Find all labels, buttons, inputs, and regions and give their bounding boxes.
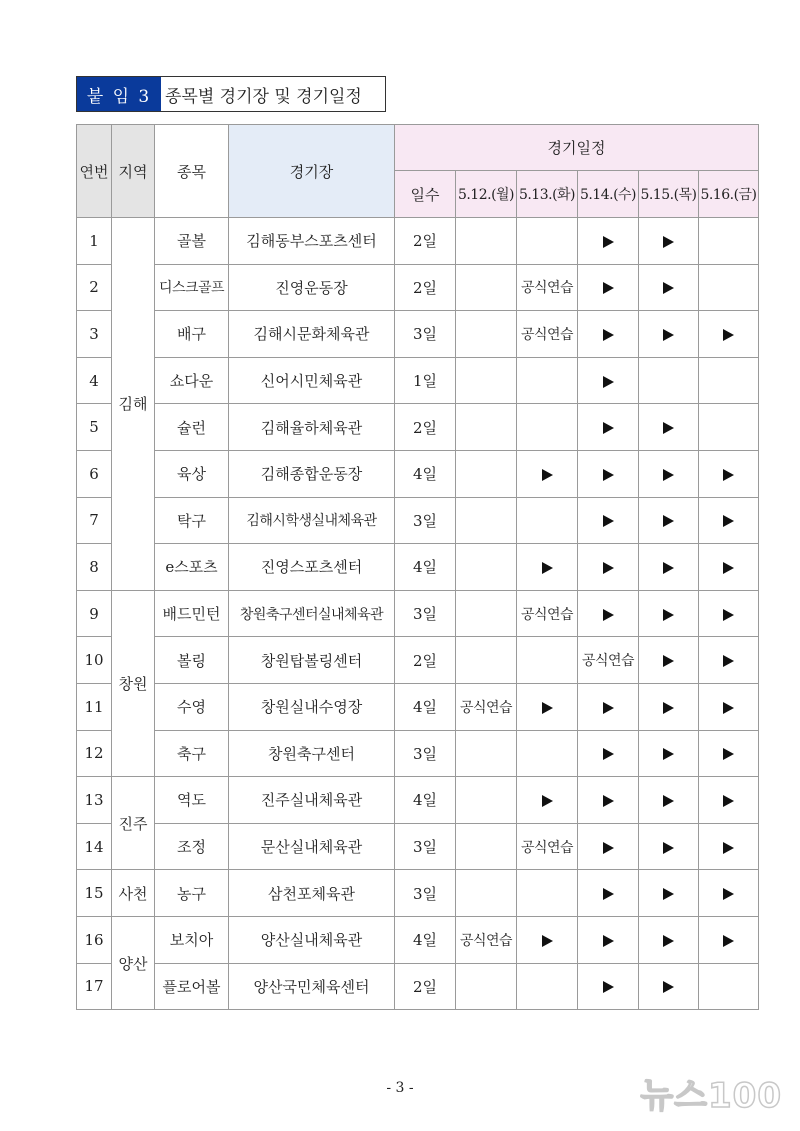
sport-name: 쇼다운	[155, 357, 229, 404]
play-marker-icon	[542, 562, 553, 574]
schedule-cell	[578, 218, 639, 265]
play-marker-icon	[663, 795, 674, 807]
sport-name: 볼링	[155, 637, 229, 684]
sport-name: 배드민턴	[155, 590, 229, 637]
schedule-cell	[639, 497, 699, 544]
sport-name: 농구	[155, 870, 229, 917]
schedule-cell	[456, 637, 517, 684]
schedule-cell	[578, 777, 639, 824]
schedule-cell	[639, 544, 699, 591]
play-marker-icon	[603, 469, 614, 481]
schedule-cell	[456, 870, 517, 917]
header-date: 5.14.(수)	[578, 171, 639, 218]
table-row	[77, 637, 759, 684]
schedule-cell	[699, 590, 759, 637]
schedule-cell	[578, 683, 639, 730]
row-number: 3	[77, 311, 112, 358]
sport-name: e스포츠	[155, 544, 229, 591]
venue-name: 진주실내체육관	[229, 777, 395, 824]
practice-label: 공식연습	[578, 637, 639, 684]
play-marker-icon	[723, 515, 734, 527]
schedule-cell	[517, 218, 578, 265]
table-row	[77, 404, 759, 451]
play-marker-icon	[663, 562, 674, 574]
schedule-cell	[517, 450, 578, 497]
schedule-cell	[699, 357, 759, 404]
schedule-cell	[578, 497, 639, 544]
duration: 4일	[395, 916, 456, 963]
venue-name: 김해동부스포츠센터	[229, 218, 395, 265]
duration: 4일	[395, 683, 456, 730]
schedule-cell	[456, 590, 517, 637]
play-marker-icon	[603, 702, 614, 714]
play-marker-icon	[663, 469, 674, 481]
duration: 4일	[395, 450, 456, 497]
schedule-cell	[578, 404, 639, 451]
venue-name: 양산국민체육센터	[229, 963, 395, 1010]
venue-name: 창원축구센터실내체육관	[229, 590, 395, 637]
schedule-cell	[578, 357, 639, 404]
region-cell: 김해	[112, 218, 155, 591]
header-date: 5.13.(화)	[517, 171, 578, 218]
sport-name: 골볼	[155, 218, 229, 265]
row-number: 4	[77, 357, 112, 404]
sport-name: 배구	[155, 311, 229, 358]
schedule-cell	[639, 450, 699, 497]
schedule-cell	[699, 916, 759, 963]
schedule-cell	[517, 730, 578, 777]
play-marker-icon	[663, 655, 674, 667]
sport-name: 조정	[155, 823, 229, 870]
schedule-cell	[639, 357, 699, 404]
sport-name: 수영	[155, 683, 229, 730]
row-number: 12	[77, 730, 112, 777]
venue-name: 창원축구센터	[229, 730, 395, 777]
schedule-cell	[456, 497, 517, 544]
table-row	[77, 916, 759, 963]
duration: 3일	[395, 311, 456, 358]
duration: 3일	[395, 590, 456, 637]
row-number: 1	[77, 218, 112, 265]
schedule-cell	[639, 777, 699, 824]
play-marker-icon	[603, 515, 614, 527]
play-marker-icon	[723, 329, 734, 341]
schedule-cell	[639, 264, 699, 311]
play-marker-icon	[663, 888, 674, 900]
schedule-cell	[456, 264, 517, 311]
practice-label: 공식연습	[456, 683, 517, 730]
venue-name: 김해시문화체육관	[229, 311, 395, 358]
schedule-cell	[699, 311, 759, 358]
practice-label: 공식연습	[517, 823, 578, 870]
sport-name: 탁구	[155, 497, 229, 544]
table-row	[77, 963, 759, 1010]
schedule-cell	[639, 590, 699, 637]
schedule-cell	[639, 963, 699, 1010]
duration: 4일	[395, 777, 456, 824]
play-marker-icon	[723, 469, 734, 481]
play-marker-icon	[603, 376, 614, 388]
table-row	[77, 590, 759, 637]
row-number: 6	[77, 450, 112, 497]
schedule-cell	[699, 777, 759, 824]
play-marker-icon	[663, 609, 674, 621]
schedule-cell	[699, 730, 759, 777]
schedule-cell	[578, 730, 639, 777]
row-number: 17	[77, 963, 112, 1010]
schedule-cell	[517, 497, 578, 544]
play-marker-icon	[603, 795, 614, 807]
venue-name: 문산실내체육관	[229, 823, 395, 870]
schedule-cell	[456, 450, 517, 497]
header-days: 일수	[395, 171, 456, 218]
schedule-cell	[639, 870, 699, 917]
sport-name: 플로어볼	[155, 963, 229, 1010]
table-row	[77, 357, 759, 404]
table-row	[77, 730, 759, 777]
schedule-body	[77, 218, 759, 1010]
schedule-cell	[639, 916, 699, 963]
practice-label: 공식연습	[517, 311, 578, 358]
schedule-cell	[456, 311, 517, 358]
schedule-cell	[699, 404, 759, 451]
page-number: - 3 -	[386, 1080, 414, 1096]
table-row	[77, 823, 759, 870]
schedule-cell	[639, 730, 699, 777]
schedule-cell	[578, 870, 639, 917]
schedule-cell	[517, 544, 578, 591]
play-marker-icon	[723, 888, 734, 900]
venue-name: 진영스포츠센터	[229, 544, 395, 591]
row-number: 9	[77, 590, 112, 637]
schedule-cell	[699, 683, 759, 730]
play-marker-icon	[603, 236, 614, 248]
header-date: 5.15.(목)	[639, 171, 699, 218]
table-row	[77, 311, 759, 358]
header-date: 5.12.(월)	[456, 171, 517, 218]
duration: 3일	[395, 730, 456, 777]
schedule-cell	[456, 963, 517, 1010]
sport-name: 역도	[155, 777, 229, 824]
header-venue: 경기장	[229, 125, 395, 218]
row-number: 2	[77, 264, 112, 311]
play-marker-icon	[542, 469, 553, 481]
row-number: 16	[77, 916, 112, 963]
schedule-cell	[699, 544, 759, 591]
header-date: 5.16.(금)	[699, 171, 759, 218]
schedule-cell	[456, 730, 517, 777]
duration: 3일	[395, 823, 456, 870]
play-marker-icon	[663, 702, 674, 714]
play-marker-icon	[723, 702, 734, 714]
sport-name: 보치아	[155, 916, 229, 963]
schedule-cell	[578, 963, 639, 1010]
schedule-cell	[639, 637, 699, 684]
table-row	[77, 218, 759, 265]
practice-label: 공식연습	[456, 916, 517, 963]
watermark-logo: 뉴스100	[640, 1076, 782, 1116]
sport-name: 슐런	[155, 404, 229, 451]
play-marker-icon	[663, 422, 674, 434]
schedule-cell	[639, 404, 699, 451]
practice-label: 공식연습	[517, 590, 578, 637]
play-marker-icon	[663, 981, 674, 993]
table-row	[77, 264, 759, 311]
venue-name: 양산실내체육관	[229, 916, 395, 963]
schedule-cell	[578, 916, 639, 963]
play-marker-icon	[603, 609, 614, 621]
duration: 3일	[395, 870, 456, 917]
sport-name: 축구	[155, 730, 229, 777]
play-marker-icon	[723, 655, 734, 667]
schedule-cell	[699, 823, 759, 870]
play-marker-icon	[603, 748, 614, 760]
venue-name: 신어시민체육관	[229, 357, 395, 404]
schedule-cell	[639, 218, 699, 265]
schedule-cell	[578, 823, 639, 870]
play-marker-icon	[663, 236, 674, 248]
venue-name: 진영운동장	[229, 264, 395, 311]
duration: 2일	[395, 637, 456, 684]
schedule-cell	[639, 683, 699, 730]
header-no: 연번	[77, 125, 112, 218]
table-row	[77, 683, 759, 730]
region-cell: 양산	[112, 916, 155, 1009]
venue-name: 창원탑볼링센터	[229, 637, 395, 684]
play-marker-icon	[723, 562, 734, 574]
venue-name: 김해율하체육관	[229, 404, 395, 451]
schedule-cell	[456, 218, 517, 265]
venue-name: 김해종합운동장	[229, 450, 395, 497]
header-schedule: 경기일정	[395, 125, 759, 171]
play-marker-icon	[603, 842, 614, 854]
region-cell: 사천	[112, 870, 155, 917]
play-marker-icon	[723, 748, 734, 760]
play-marker-icon	[542, 702, 553, 714]
schedule-cell	[456, 777, 517, 824]
schedule-cell	[456, 544, 517, 591]
play-marker-icon	[603, 329, 614, 341]
row-number: 5	[77, 404, 112, 451]
duration: 2일	[395, 218, 456, 265]
header-region: 지역	[112, 125, 155, 218]
practice-label: 공식연습	[517, 264, 578, 311]
schedule-cell	[578, 264, 639, 311]
row-number: 7	[77, 497, 112, 544]
schedule-cell	[699, 450, 759, 497]
schedule-cell	[578, 450, 639, 497]
schedule-cell	[517, 870, 578, 917]
schedule-cell	[699, 963, 759, 1010]
table-row	[77, 544, 759, 591]
play-marker-icon	[663, 515, 674, 527]
schedule-cell	[517, 683, 578, 730]
schedule-cell	[456, 823, 517, 870]
play-marker-icon	[542, 935, 553, 947]
duration: 1일	[395, 357, 456, 404]
schedule-cell	[699, 264, 759, 311]
play-marker-icon	[723, 842, 734, 854]
region-cell: 창원	[112, 590, 155, 776]
header-sport: 종목	[155, 125, 229, 218]
schedule-cell	[699, 637, 759, 684]
schedule-cell	[578, 311, 639, 358]
play-marker-icon	[663, 282, 674, 294]
schedule-cell	[639, 823, 699, 870]
row-number: 11	[77, 683, 112, 730]
schedule-cell	[639, 311, 699, 358]
row-number: 13	[77, 777, 112, 824]
schedule-cell	[699, 218, 759, 265]
duration: 3일	[395, 497, 456, 544]
play-marker-icon	[723, 795, 734, 807]
duration: 2일	[395, 404, 456, 451]
duration: 2일	[395, 264, 456, 311]
duration: 2일	[395, 963, 456, 1010]
play-marker-icon	[542, 795, 553, 807]
row-number: 10	[77, 637, 112, 684]
schedule-cell	[517, 637, 578, 684]
sport-name: 디스크골프	[155, 264, 229, 311]
venue-name: 김해시학생실내체육관	[229, 497, 395, 544]
schedule-cell	[517, 404, 578, 451]
play-marker-icon	[663, 329, 674, 341]
table-row	[77, 777, 759, 824]
row-number: 8	[77, 544, 112, 591]
play-marker-icon	[663, 935, 674, 947]
sport-name: 육상	[155, 450, 229, 497]
attachment-heading: 종목별 경기장 및 경기일정	[165, 86, 362, 107]
schedule-cell	[578, 590, 639, 637]
play-marker-icon	[603, 422, 614, 434]
region-cell: 진주	[112, 777, 155, 870]
table-row	[77, 870, 759, 917]
play-marker-icon	[603, 282, 614, 294]
schedule-cell	[699, 870, 759, 917]
table-row	[77, 497, 759, 544]
schedule-cell	[699, 497, 759, 544]
attachment-title	[76, 76, 386, 112]
duration: 4일	[395, 544, 456, 591]
row-number: 15	[77, 870, 112, 917]
schedule-cell	[578, 544, 639, 591]
attachment-tag: 붙 임 3	[77, 77, 161, 111]
play-marker-icon	[663, 842, 674, 854]
play-marker-icon	[603, 981, 614, 993]
play-marker-icon	[723, 935, 734, 947]
schedule-table	[76, 124, 759, 1010]
venue-name: 삼천포체육관	[229, 870, 395, 917]
play-marker-icon	[723, 609, 734, 621]
schedule-cell	[456, 357, 517, 404]
play-marker-icon	[603, 888, 614, 900]
row-number: 14	[77, 823, 112, 870]
schedule-cell	[517, 916, 578, 963]
table-row	[77, 450, 759, 497]
schedule-cell	[517, 963, 578, 1010]
schedule-cell	[456, 404, 517, 451]
schedule-cell	[517, 357, 578, 404]
play-marker-icon	[603, 562, 614, 574]
play-marker-icon	[603, 935, 614, 947]
play-marker-icon	[663, 748, 674, 760]
schedule-cell	[517, 777, 578, 824]
venue-name: 창원실내수영장	[229, 683, 395, 730]
